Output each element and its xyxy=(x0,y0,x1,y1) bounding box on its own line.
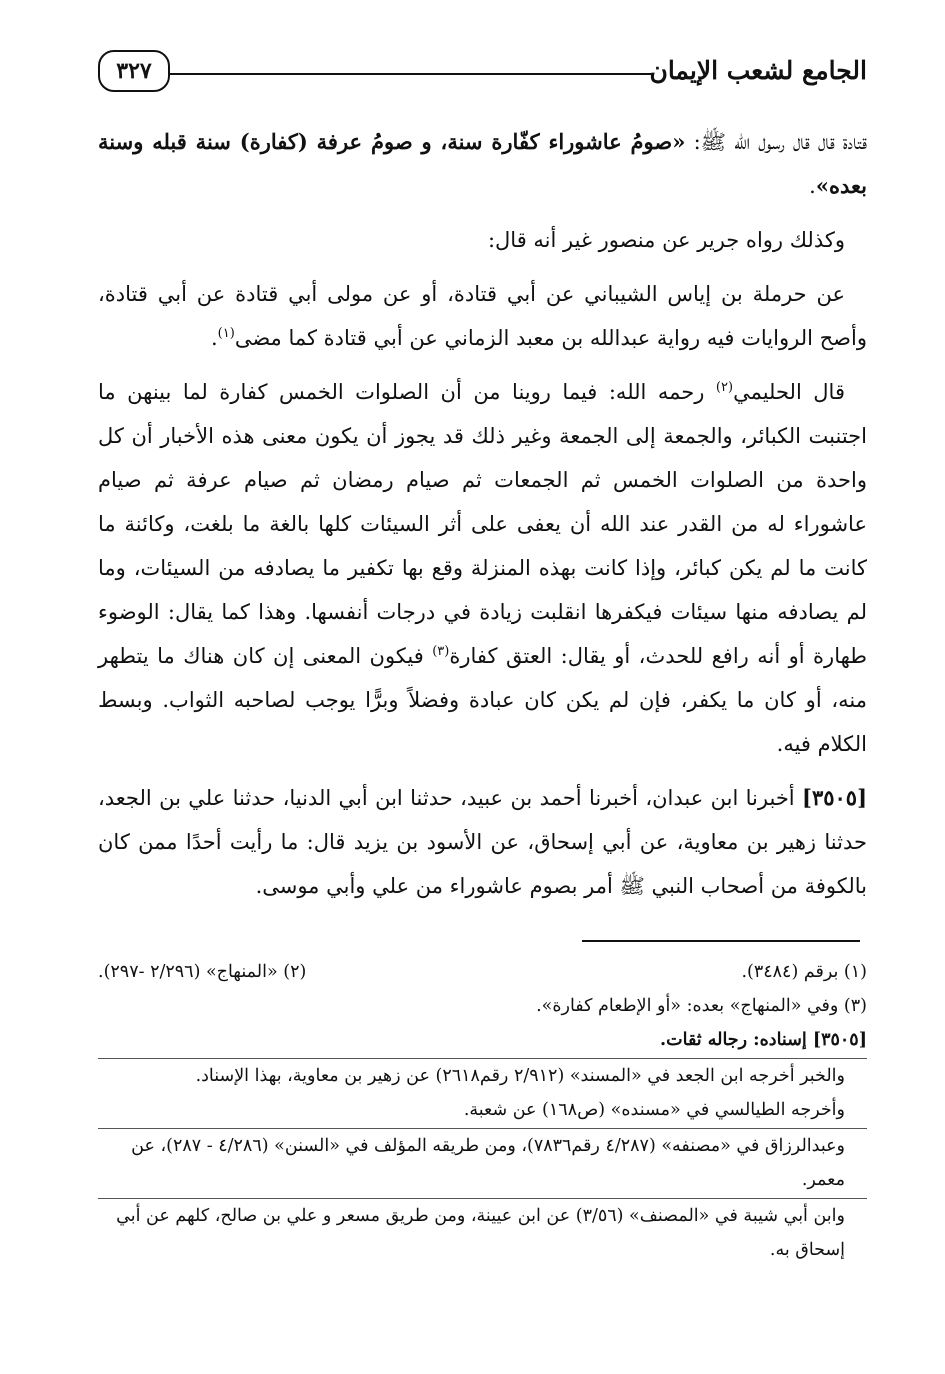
paragraph-2 xyxy=(98,218,867,262)
hadith-text: «صومُ عاشوراء كفّارة سنة، و صومُ عرفة (كفارة) سنة قبله وسنة بعده» xyxy=(98,129,867,198)
book-title: الجامع لشعب الإيمان xyxy=(649,56,867,85)
footnote-row-1-2 xyxy=(98,955,867,989)
paragraph-2-text: وكذلك رواه جرير عن منصور غير أنه قال: xyxy=(487,228,845,252)
footnote-2: (٢) «المنهاج» (٢/٢٩٦ -٢٩٧). xyxy=(98,962,307,982)
main-text xyxy=(98,120,867,918)
footnote-marker-2: (٢) xyxy=(715,380,734,395)
paragraph-3-end: . xyxy=(210,326,218,350)
paragraph-5 xyxy=(98,776,867,908)
footnote-3: (٣) وفي «المنهاج» بعده: «أو الإطعام كفارة». xyxy=(536,996,867,1016)
footnote-hadith-grade: [٣٥٠٥] إسناده: رجاله ثقات. xyxy=(660,1030,867,1050)
footnote-separator xyxy=(582,940,860,942)
paragraph-1 xyxy=(98,120,867,208)
footnote-takhrij-2: وأخرجه الطيالسي في «مسنده» (ص١٦٨) عن شعبة. xyxy=(463,1100,845,1120)
footnotes xyxy=(98,955,867,1267)
footnote-takhrij-4: وابن أبي شيبة في «المصنف» (٣/٥٦) عن ابن عيينة، ومن طريق مسعر و علي بن صالح، كلهم عن أبي إسحاق به. xyxy=(116,1206,845,1260)
paragraph-4-c: فيكون المعنى إن كان هناك ما يتطهر منه، أو كان ما يكفر، فإن لم يكن كان عبادة وفضلاً وبرًّا يوجب لصاحبه الثواب. وبسط الكلام فيه. xyxy=(98,644,867,756)
paragraph-1-end: . xyxy=(809,174,816,198)
footnote-marker-1: (١) xyxy=(217,326,235,341)
paragraph-4-a: قال الحليمي xyxy=(733,380,845,404)
footnote-takhrij-1: والخبر أخرجه ابن الجعد في «المسند» (٢/٩١٢ رقم٢٦١٨) عن زهير بن معاوية، بهذا الإسناد. xyxy=(195,1066,845,1086)
page-number: ٣٢٧ xyxy=(98,50,170,92)
hadith-number: [٣٥٠٥] xyxy=(802,785,867,810)
paragraph-4 xyxy=(98,370,867,766)
footnote-1: (١) برقم (٣٤٨٤). xyxy=(741,962,867,982)
paragraph-1-start: قتادة قال قال رسول الله ﷺ: xyxy=(685,130,867,154)
paragraph-5-text: أخبرنا ابن عبدان، أخبرنا أحمد بن عبيد، حدثنا ابن أبي الدنيا، حدثنا علي بن الجعد، حدثنا زهير بن معاوية، عن أبي إسحاق، عن الأسود بن يزيد قال: ما رأيت أحدًا ممن كان بالكوفة من أصحاب النبي ﷺ أمر بصوم عاشوراء من علي وأبي موسى. xyxy=(98,786,867,898)
paragraph-3-text: عن حرملة بن إياس الشيباني عن أبي قتادة، أو عن مولى أبي قتادة عن أبي قتادة، وأصح الروايات فيه رواية عبدالله بن معبد الزماني عن أبي قتادة كما مضى xyxy=(98,282,867,350)
paragraph-4-b: رحمه الله: فيما روينا من أن الصلوات الخمس كفارة لما بينهن ما اجتنبت الكبائر، والجمعة إلى الجمعة وغير ذلك قد يجوز أن يكون معنى هذه الأخبار أن كل واحدة من الصلوات الخمس ثم الجمعات ثم صيام رمضان ثم صيام عرفة ثم صيام عاشوراء له من القدر عند الله أن يعفى على أثر السيئات كلها بالغة ما بلغت، وكائنة ما كانت ما لم يكن كبائر، وإذا كانت بهذه المنزلة وقع بها تكفير ما يصادفه من السيئات، وما لم يصادفه منها سيئات فيكفرها انقلبت زيادة في درجات أنفسها. وهذا كما يقال: الوضوء طهارة أو أنه رافع للحدث، أو يقال: العتق كفارة xyxy=(98,380,867,668)
footnote-takhrij-3: وعبدالرزاق في «مصنفه» (٤/٢٨٧ رقم٧٨٣٦)، ومن طريقه المؤلف في «السنن» (٤/٢٨٦ - ٢٨٧)، عن معمر. xyxy=(131,1136,845,1190)
footnote-marker-3: (٣) xyxy=(432,644,450,659)
page-header xyxy=(98,46,867,98)
header-rule xyxy=(168,73,652,75)
paragraph-3 xyxy=(98,272,867,360)
